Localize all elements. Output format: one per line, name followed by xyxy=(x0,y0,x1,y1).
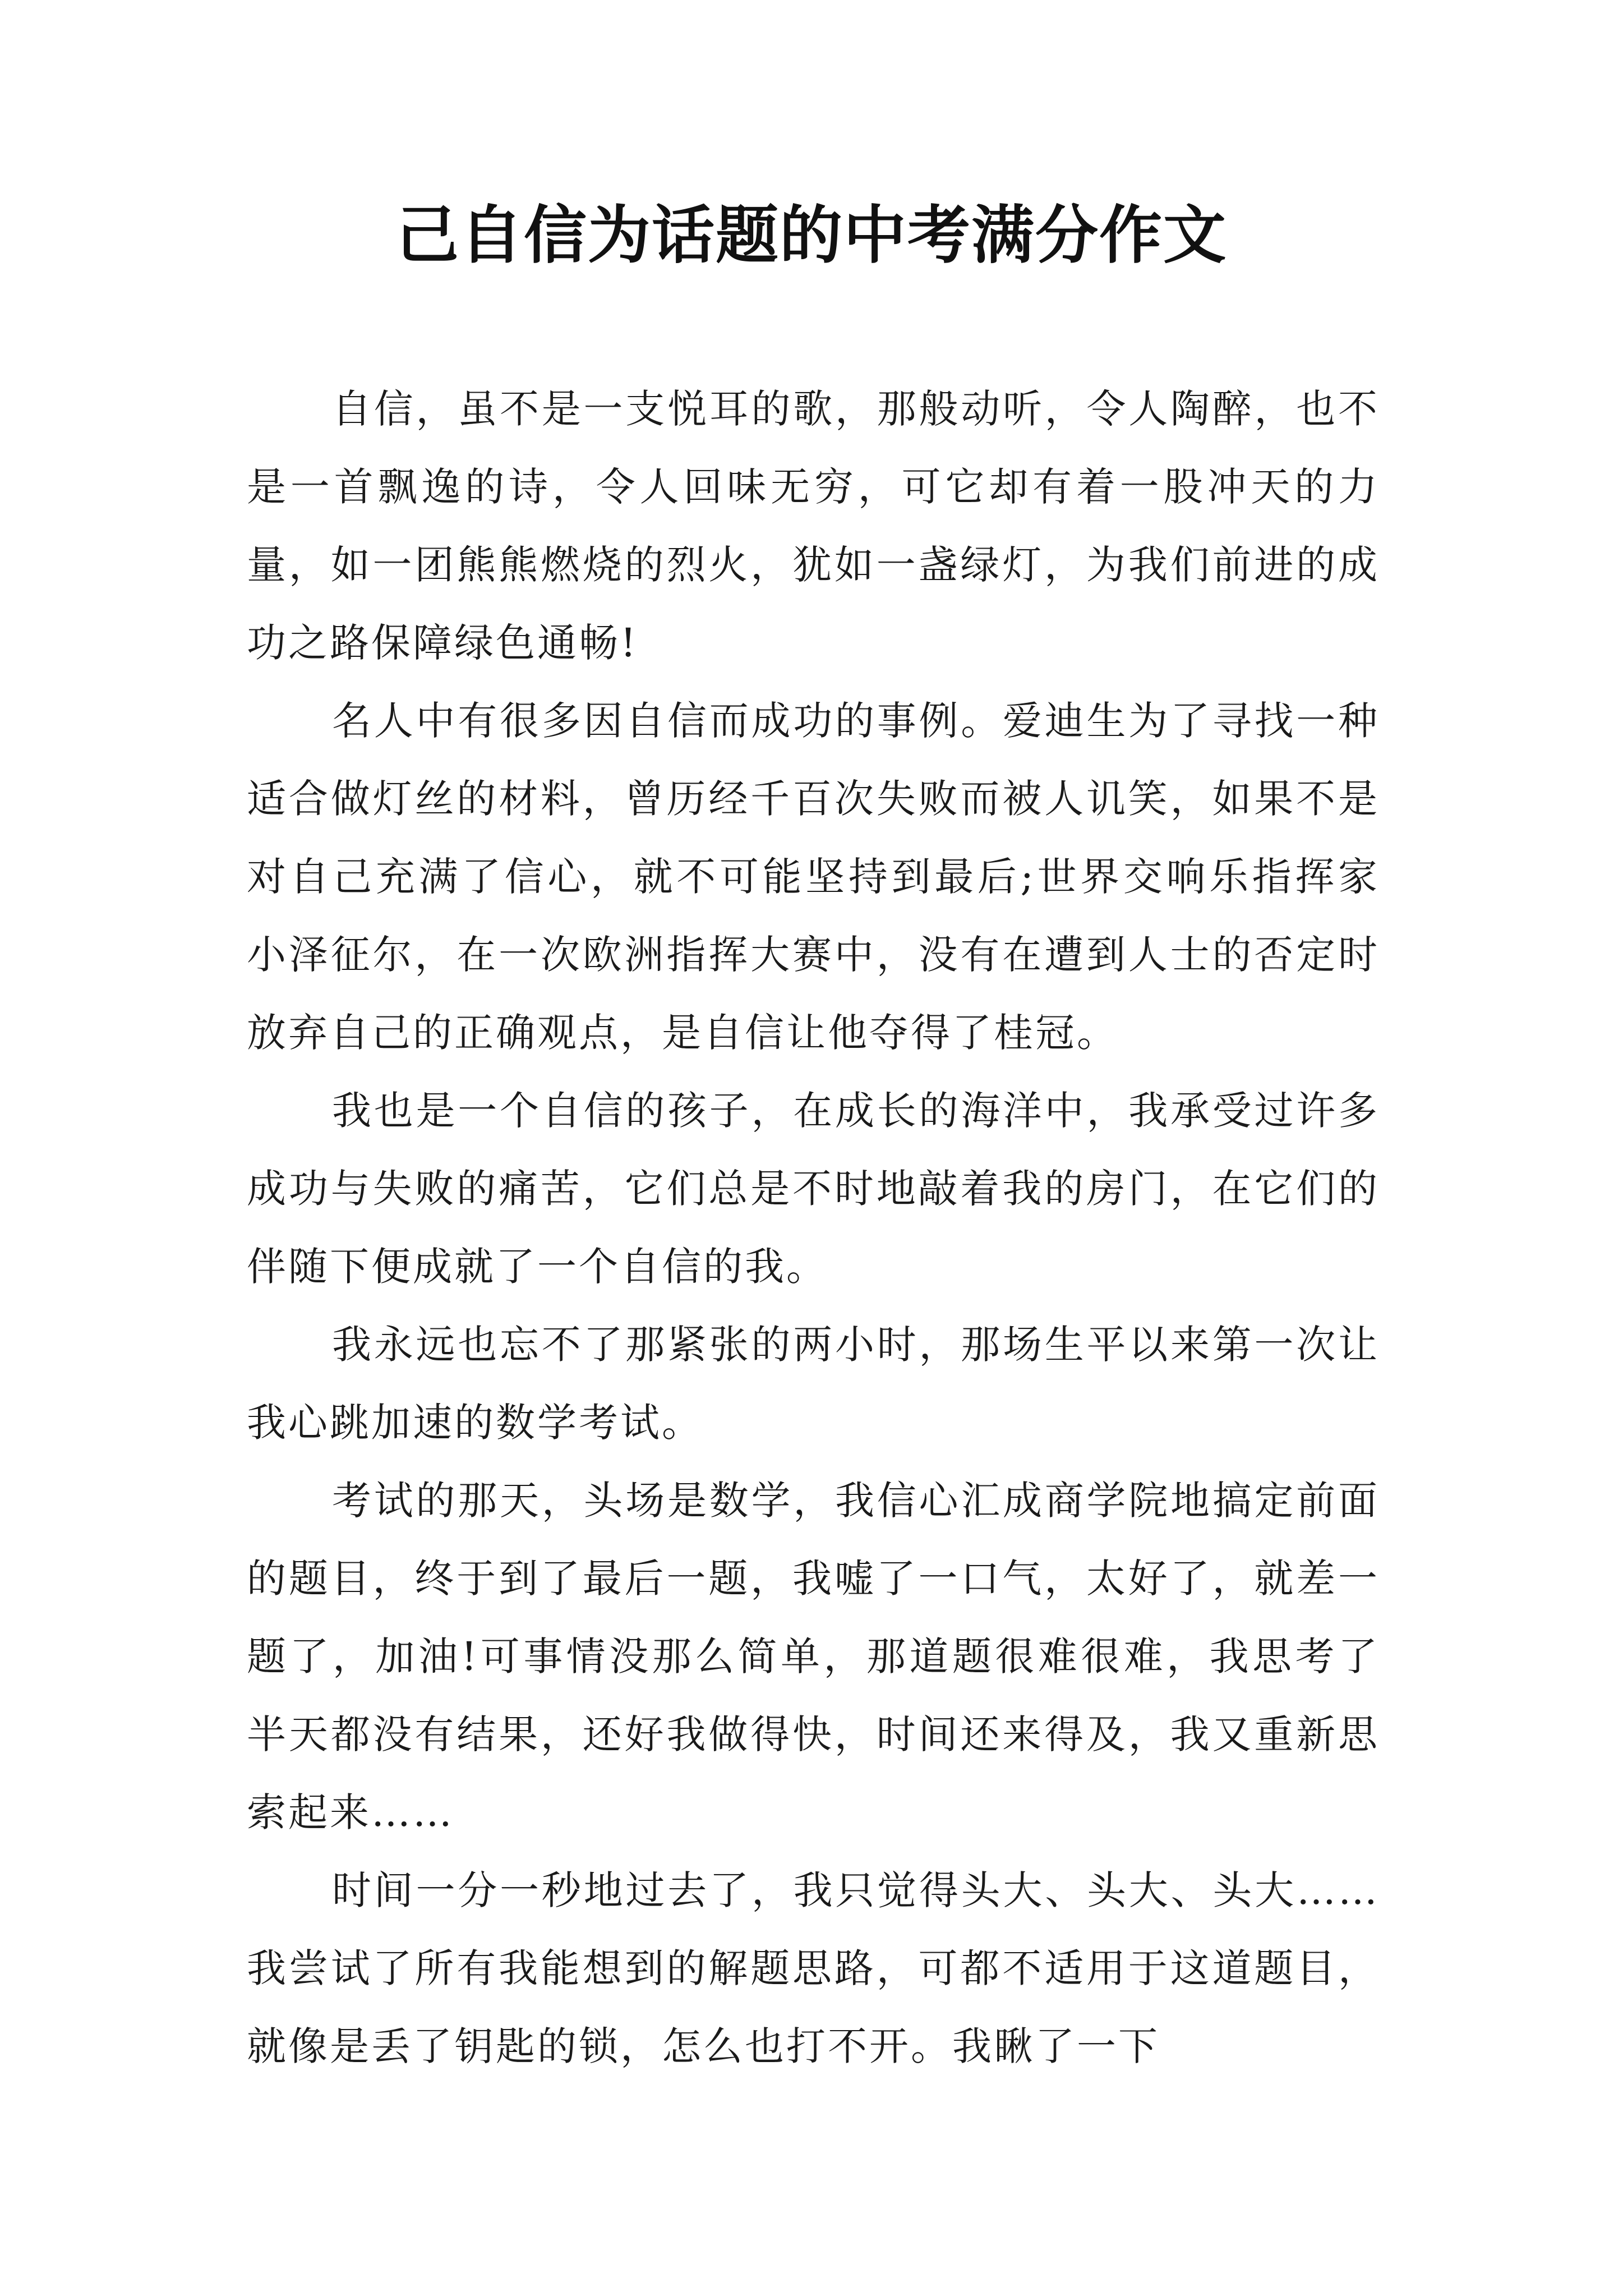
paragraph: 我永远也忘不了那紧张的两小时，那场生平以来第一次让我心跳加速的数学考试。 xyxy=(247,1322,1380,1446)
paragraph: 我也是一个自信的孩子，在成长的海洋中，我承受过许多成功与失败的痛苦，它们总是不时地敲着我的房门，在它们的伴随下便成就了一个自信的我。 xyxy=(247,1088,1380,1290)
paragraph: 考试的那天，头场是数学，我信心汇成商学院地搞定前面的题目，终于到了最后一题，我嘘了一口气，太好了，就差一题了，加油!可事情没那么简单，那道题很难很难，我思考了半天都没有结果，还好我做得快，时间还来得及，我又重新思索起来…… xyxy=(247,1478,1380,1835)
paragraph: 时间一分一秒地过去了，我只觉得头大、头大、头大……我尝试了所有我能想到的解题思路，可都不适用于这道题目，就像是丢了钥匙的锁，怎么也打不开。我瞅了一下 xyxy=(247,1867,1380,2069)
document-title: 己自信为话题的中考满分作文 xyxy=(396,199,1227,272)
paragraph: 自信，虽不是一支悦耳的歌，那般动听，令人陶醉，也不是一首飘逸的诗，令人回味无穷，可它却有着一股冲天的力量，如一团熊熊燃烧的烈火，犹如一盏绿灯，为我们前进的成功之路保障绿色通畅! xyxy=(247,386,1380,666)
paragraph: 名人中有很多因自信而成功的事例。爱迪生为了寻找一种适合做灯丝的材料，曾历经千百次失败而被人讥笑，如果不是对自己充满了信心，就不可能坚持到最后;世界交响乐指挥家小泽征尔，在一次欧洲指挥大赛中，没有在遭到人士的否定时放弃自己的正确观点，是自信让他夺得了桂冠。 xyxy=(247,698,1380,1056)
document-body xyxy=(247,370,1380,2086)
